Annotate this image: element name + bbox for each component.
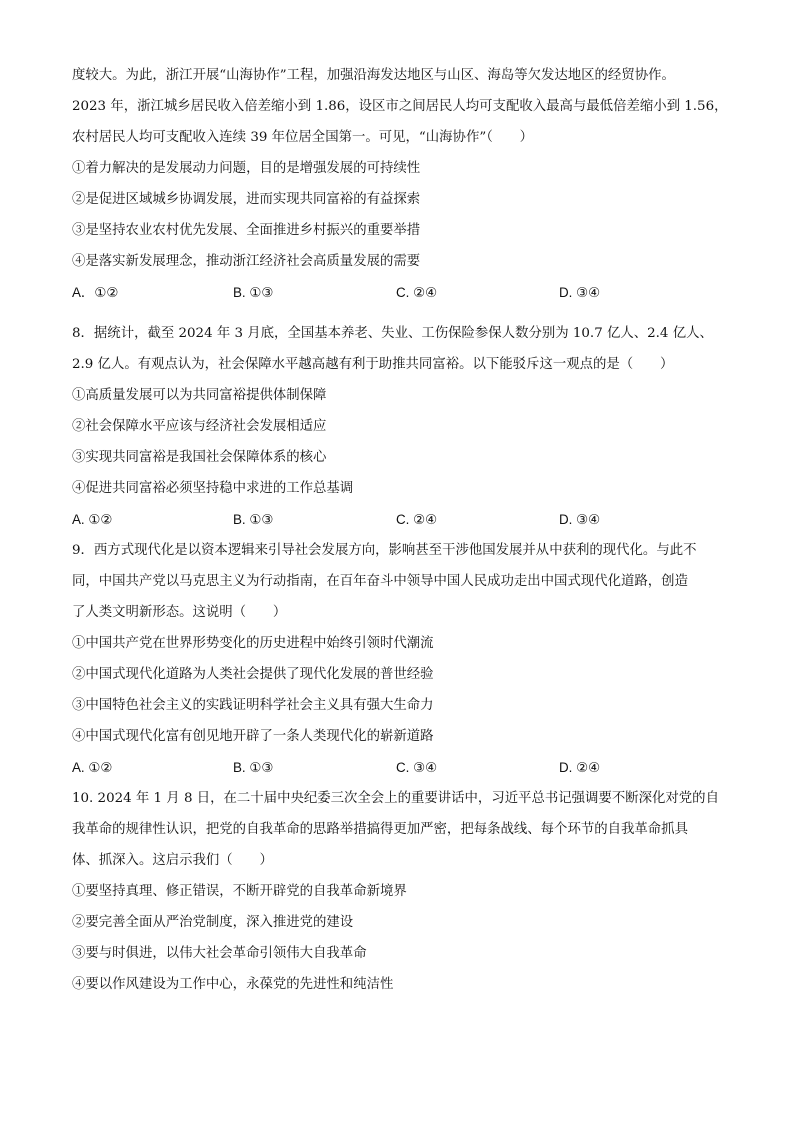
question-10-statement-3: ③要与时俱进，以伟大社会革命引领伟大自我革命	[72, 946, 367, 961]
question-7-option-a[interactable]: A．①②	[72, 285, 119, 300]
question-10-text-line: 体、抓深入。这启示我们（ ）	[72, 853, 273, 868]
question-9-statement-1: ①中国共产党在世界形势变化的历史进程中始终引领时代潮流	[72, 636, 434, 651]
question-10-statement-4: ④要以作风建设为工作中心，永葆党的先进性和纯洁性	[72, 977, 394, 992]
question-9-text-line: 9．西方式现代化是以资本逻辑来引导社会发展方向，影响甚至干涉他国发展并从中获利的现代化。与此不	[72, 543, 697, 558]
question-8-option-d[interactable]: D. ③④	[559, 512, 601, 527]
question-8-statement-2: ②社会保障水平应该与经济社会发展相适应	[72, 419, 327, 434]
question-9-statement-4: ④中国式现代化富有创见地开辟了一条人类现代化的崭新道路	[72, 729, 434, 744]
question-9-statement-3: ③中国特色社会主义的实践证明科学社会主义具有强大生命力	[72, 698, 434, 713]
question-7-statement-1: ①着力解决的是发展动力问题，目的是增强发展的可持续性	[72, 161, 421, 176]
question-9-option-b[interactable]: B. ①③	[233, 760, 274, 775]
question-7-statement-2: ②是促进区域城乡协调发展，进而实现共同富裕的有益探索	[72, 192, 421, 207]
question-9-text-line: 同，中国共产党以马克思主义为行动指南，在百年奋斗中领导中国人民成功走出中国式现代化道路，创造	[72, 574, 688, 589]
question-9-option-a[interactable]: A. ①②	[72, 760, 113, 775]
question-7-option-b[interactable]: B. ①③	[233, 285, 274, 300]
question-8-option-b[interactable]: B. ①③	[233, 512, 274, 527]
question-7-options	[72, 283, 732, 303]
question-7-statement-4: ④是落实新发展理念，推动浙江经济社会高质量发展的需要	[72, 254, 421, 269]
question-10-statement-2: ②要完善全面从严治党制度，深入推进党的建设	[72, 915, 354, 930]
question-9-option-c[interactable]: C. ③④	[396, 760, 438, 775]
question-10-text-line: 我革命的规律性认识，把党的自我革命的思路举措搞得更加严密，把每条战线、每个环节的自我革命抓具	[72, 822, 688, 837]
question-7-text-line: 2023 年，浙江城乡居民收入倍差缩小到 1.86，设区市之间居民人均可支配收入最高与最低倍差缩小到 1.56，	[72, 99, 728, 114]
question-8-option-a[interactable]: A. ①②	[72, 512, 113, 527]
question-8-option-c[interactable]: C. ②④	[396, 512, 438, 527]
question-8-statement-1: ①高质量发展可以为共同富裕提供体制保障	[72, 388, 327, 403]
question-8-text-line: 8．据统计，截至 2024 年 3 月底，全国基本养老、失业、工伤保险参保人数分别为 10.7 亿人、2.4 亿人、	[72, 326, 713, 341]
question-8-statement-3: ③实现共同富裕是我国社会保障体系的核心	[72, 450, 327, 465]
question-10-statement-1: ①要坚持真理、修正错误，不断开辟党的自我革命新境界	[72, 884, 407, 899]
question-9-options	[72, 758, 732, 778]
question-9-statement-2: ②中国式现代化道路为人类社会提供了现代化发展的普世经验	[72, 667, 434, 682]
question-7-option-c[interactable]: C. ②④	[396, 285, 438, 300]
question-7-text-line: 农村居民人均可支配收入连续 39 年位居全国第一。可见，“山海协作”（ ）	[72, 130, 534, 145]
question-9-text-line: 了人类文明新形态。这说明（ ）	[72, 605, 287, 620]
question-7-statement-3: ③是坚持农业农村优先发展、全面推进乡村振兴的重要举措	[72, 223, 421, 238]
question-8-statement-4: ④促进共同富裕必须坚持稳中求进的工作总基调	[72, 481, 354, 496]
question-10-text-line: 10. 2024 年 1 月 8 日，在二十届中央纪委三次全会上的重要讲话中，习近平总书记强调要不断深化对党的自	[72, 791, 719, 806]
question-9-option-d[interactable]: D. ②④	[559, 760, 601, 775]
question-8-text-line: 2.9 亿人。有观点认为，社会保障水平越高越有利于助推共同富裕。以下能驳斥这一观点的是（ ）	[72, 357, 674, 372]
question-7-text-line: 度较大。为此，浙江开展“山海协作”工程，加强沿海发达地区与山区、海岛等欠发达地区的经贸协作。	[72, 68, 675, 83]
question-8-options	[72, 510, 732, 530]
question-7-option-d[interactable]: D. ③④	[559, 285, 601, 300]
